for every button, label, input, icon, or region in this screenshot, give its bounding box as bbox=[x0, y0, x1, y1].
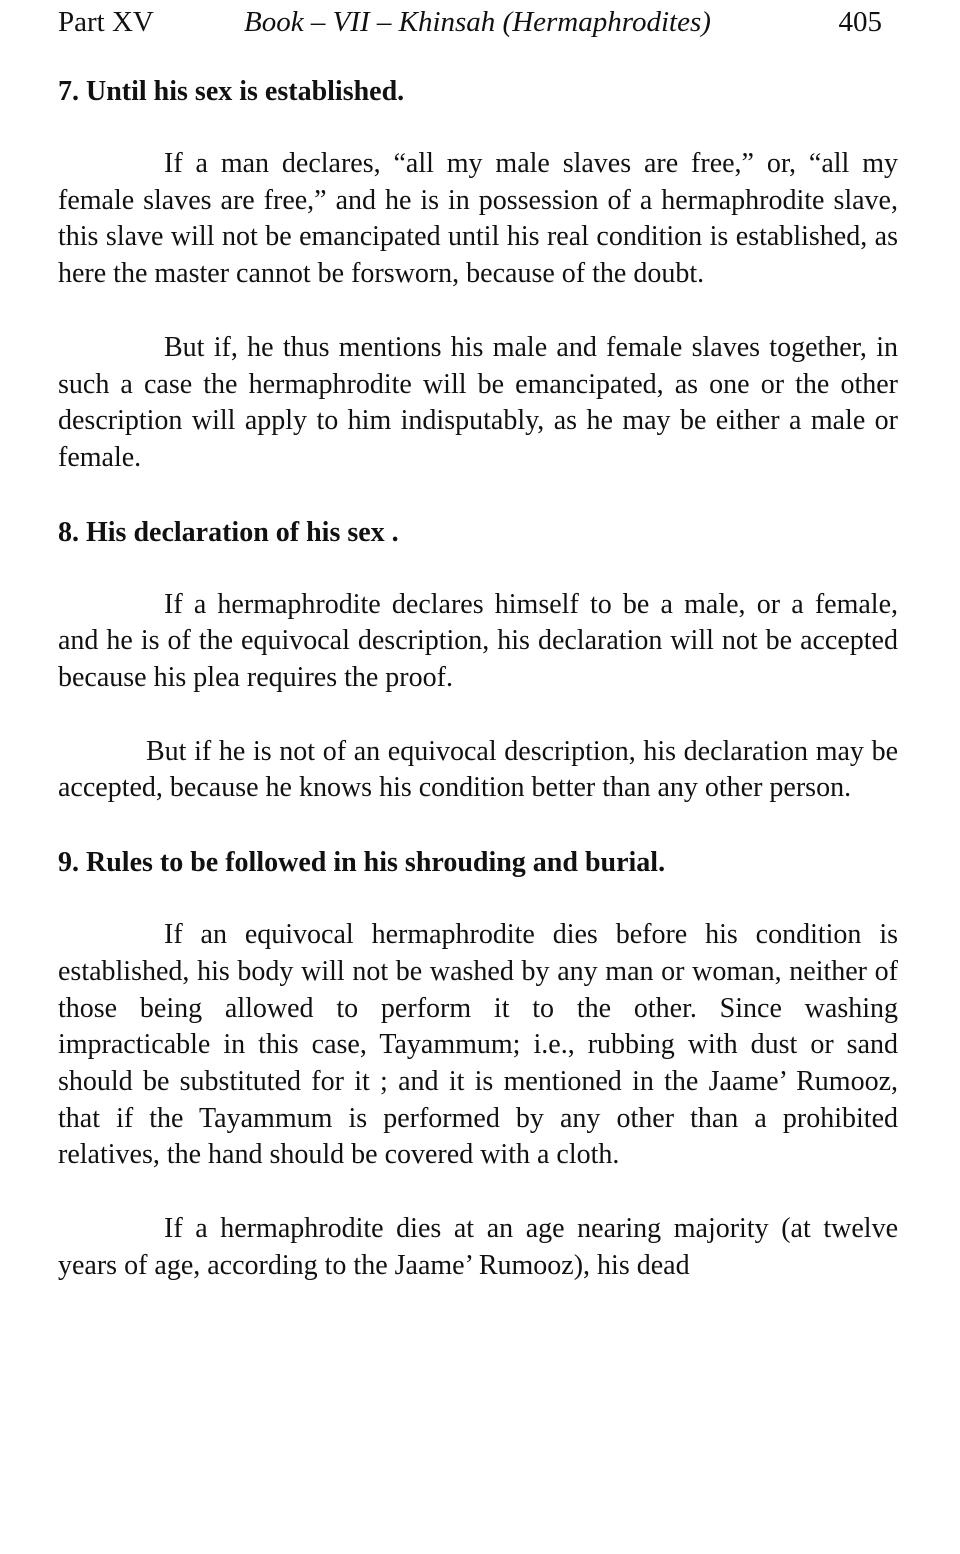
section-8-paragraph-1: If a hermaphrodite declares himself to be a male, or a female, and he is of the equivocal description, his declaration will not be accepted because his plea requires the proof. bbox=[58, 588, 898, 694]
section-9-paragraph-1: If an equivocal hermaphrodite dies before his condition is established, his body will not be washed by any man or woman, neither of those being allowed to perform it to the other. Since washing impracticable in this case, Tayammum; i.e., rubbing with dust or sand should be substituted for it ; and it is mentioned in the Jaame’ Rumooz, that if the Tayammum is performed by any other than a prohibited relatives, the hand should be covered with a cloth. bbox=[58, 919, 898, 1171]
section-7-heading: 7. Until his sex is established. bbox=[58, 76, 405, 107]
section-9-heading: 9. Rules to be followed in his shrouding and burial. bbox=[58, 847, 666, 879]
book-page bbox=[58, 0, 898, 1284]
section-7-paragraph-1: If a man declares, “all my male slaves are free,” or, “all my female slaves are free,” and he is in possession of a hermaphrodite slave, this slave will not be emancipated until his real condition is established, as here the master cannot be forsworn, because of the doubt. bbox=[58, 148, 898, 290]
page-number: 405 bbox=[838, 6, 882, 38]
header-part: Part XV bbox=[58, 6, 154, 38]
section-8-heading: 8. His declaration of his sex . bbox=[58, 516, 399, 548]
running-header bbox=[58, 0, 898, 44]
section-8-paragraph-2: But if he is not of an equivocal description, his declaration may be accepted, because he knows his condition better than any other person. bbox=[58, 735, 898, 804]
section-9-paragraph-2: If a hermaphrodite dies at an age nearing majority (at twelve years of age, according to the Jaame’ Rumooz), his dead bbox=[58, 1213, 898, 1281]
section-7-paragraph-2: But if, he thus mentions his male and female slaves together, in such a case the hermaphrodite will be emancipated, as one or the other description will apply to him indisputably, as he may be either a male or female. bbox=[58, 331, 898, 473]
header-book-title: Book – VII – Khinsah (Hermaphrodites) bbox=[244, 6, 711, 38]
